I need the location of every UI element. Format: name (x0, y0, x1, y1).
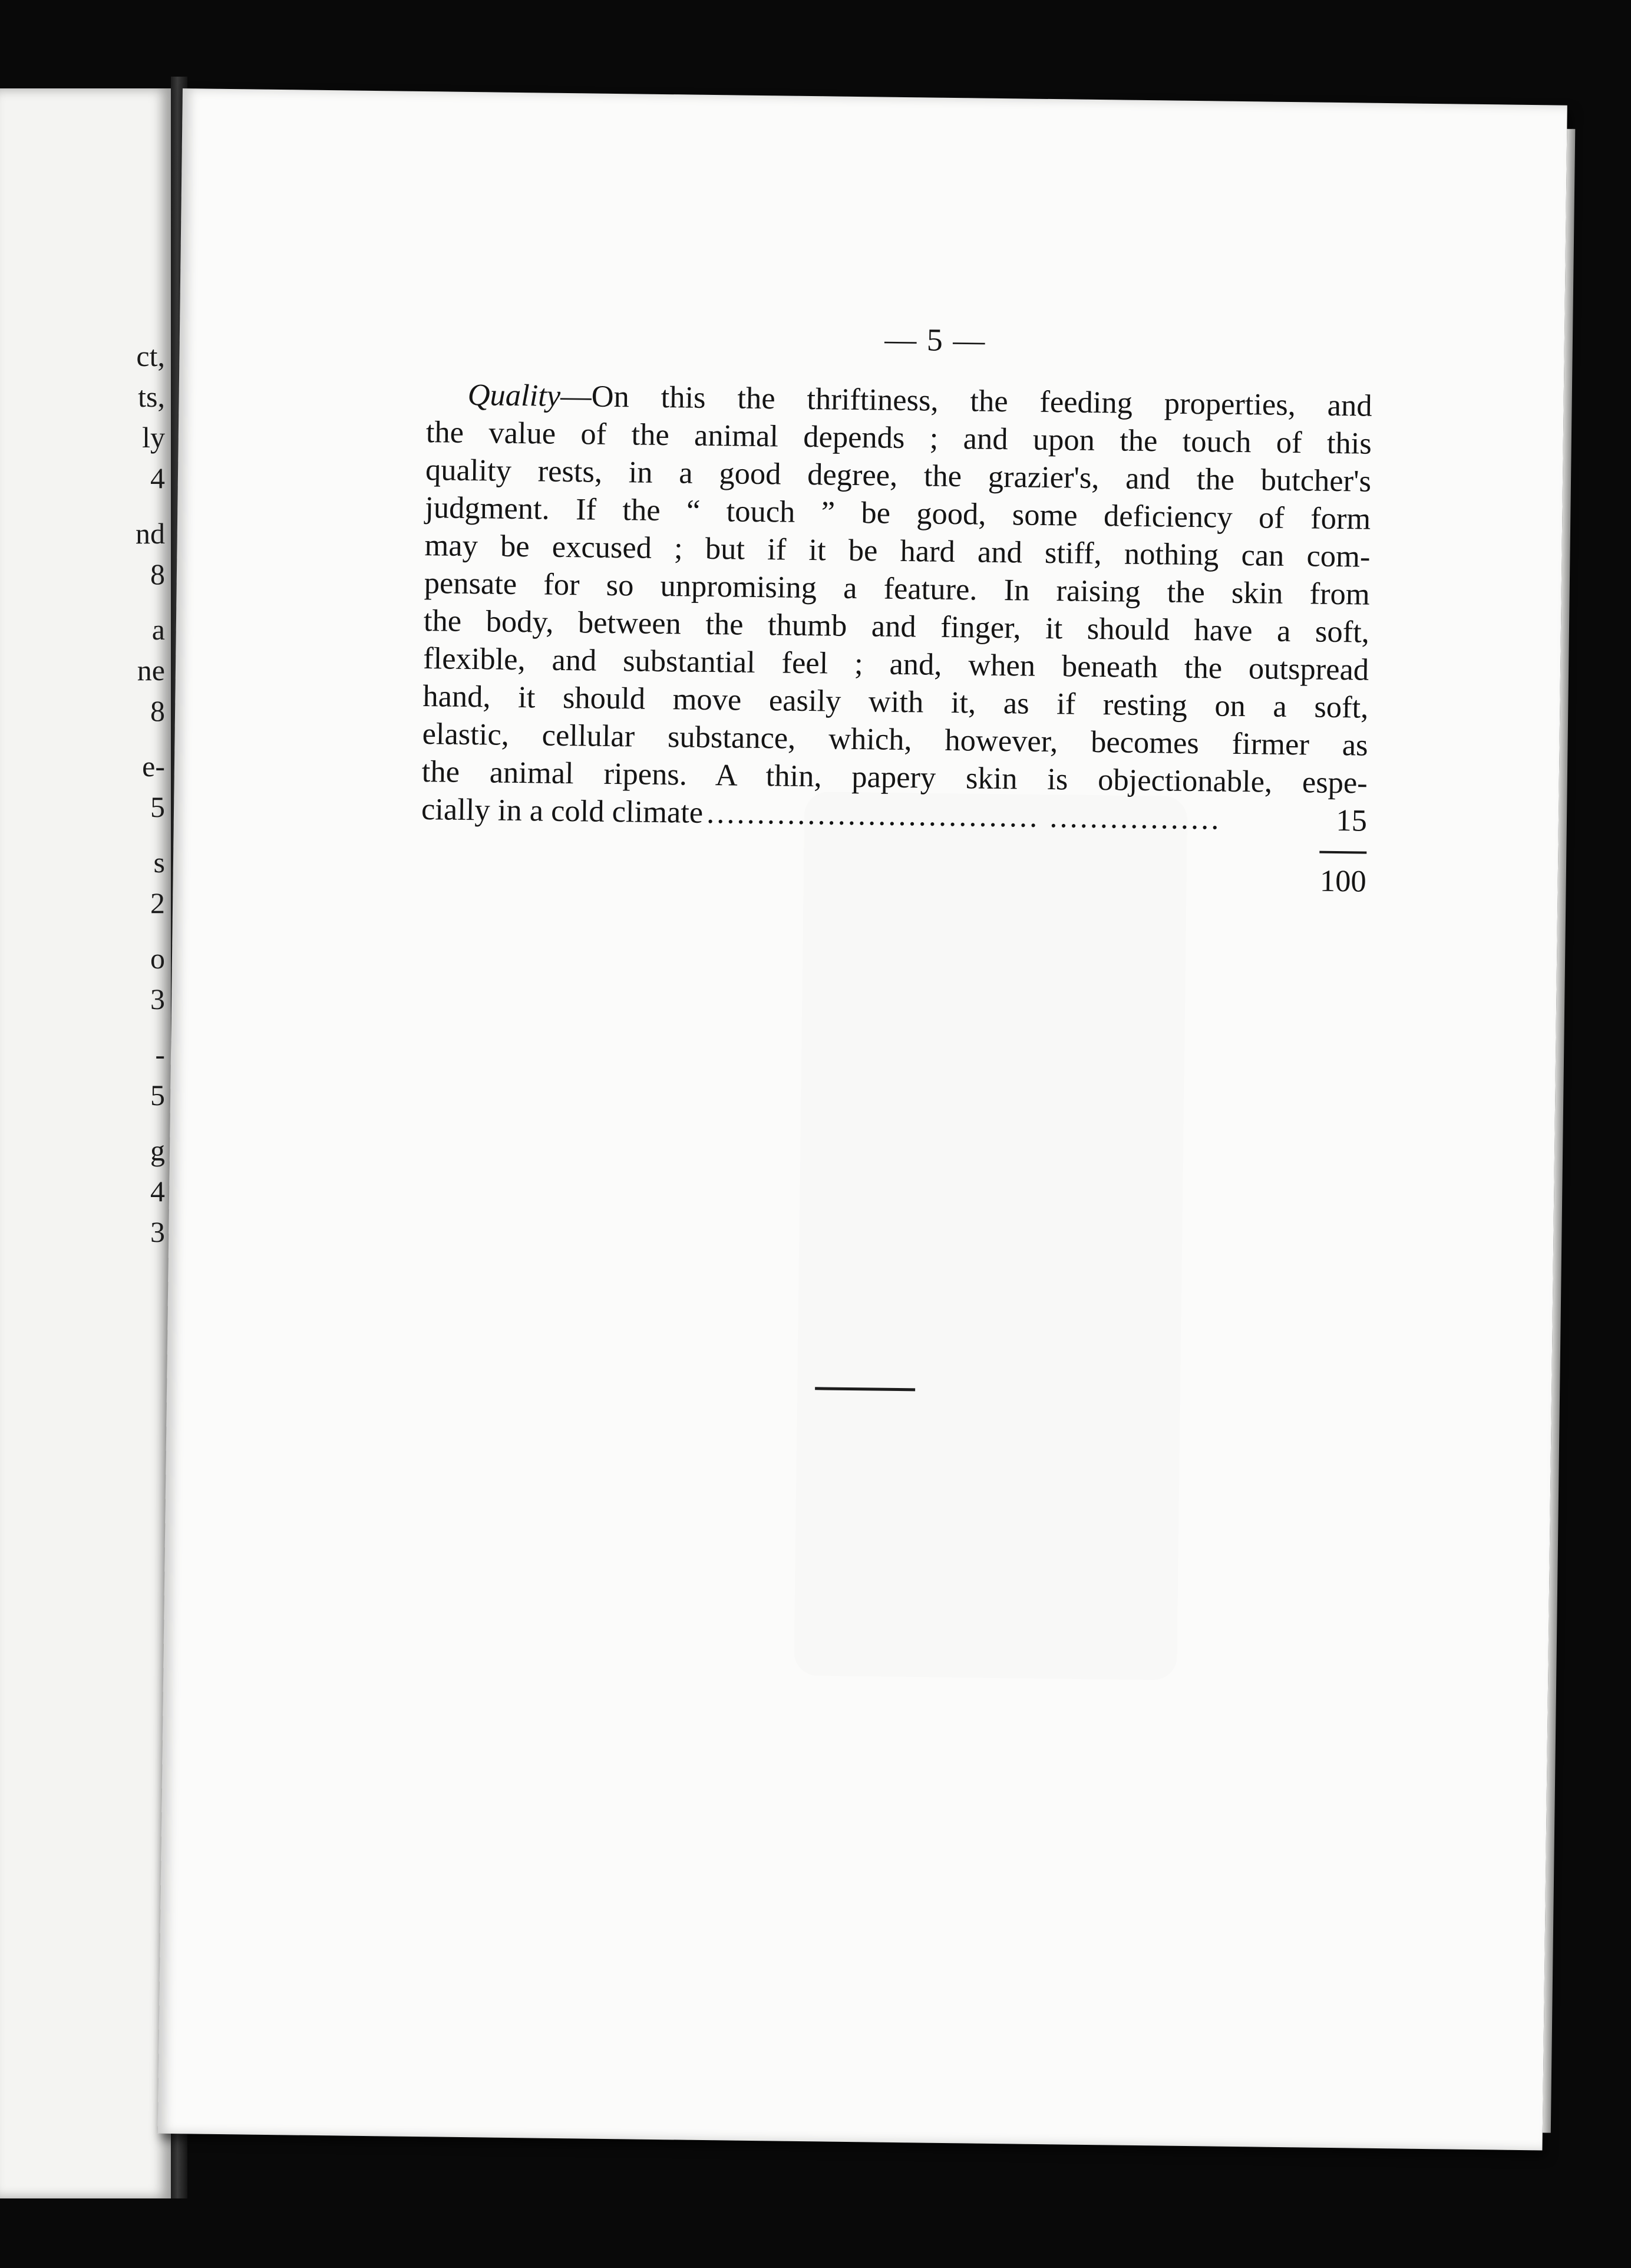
paragraph-line: quality rests, in a good degree, the grazier's, and the butcher's (425, 453, 1372, 499)
fragment: 8 (150, 558, 165, 591)
fragment: ct, (136, 339, 165, 372)
paragraph-line: flexible, and substantial feel ; and, when beneath the outspread (422, 641, 1369, 687)
fragment: ly (142, 421, 165, 454)
page-right (158, 88, 1567, 2150)
fragment: o (150, 942, 165, 975)
paragraph-line: the value of the animal depends ; and upon the touch of this (425, 415, 1372, 461)
fragment: ne (137, 654, 165, 687)
paragraph-line: pensate for so unpromising a feature. In raising the skin from (424, 566, 1371, 612)
paragraph-line: elastic, cellular substance, which, however, becomes firmer as (422, 717, 1368, 763)
fragment: nd (136, 517, 165, 550)
fragment: ts, (138, 380, 165, 413)
facing-page-left (0, 88, 174, 2198)
paragraph-line-text: cially in a cold climate (421, 792, 704, 830)
paper-bleed-through (794, 792, 1187, 1680)
dot-leader: ................................. ................. (706, 795, 1221, 836)
points-total: 100 (1319, 863, 1367, 899)
points-value: 15 (1336, 803, 1368, 838)
fragment: 2 (150, 886, 165, 919)
fragment: g (150, 1134, 165, 1167)
paragraph-line-text: —On this the thriftiness, the feeding properties, and (560, 378, 1372, 423)
paragraph-line: the animal ripens. A thin, papery skin is objectionable, espe- (421, 754, 1368, 800)
page-text-block (420, 315, 1373, 902)
fragment: 4 (150, 461, 165, 495)
paragraph-line: the body, between the thumb and finger, it should have a soft, (423, 604, 1370, 650)
fragment: - (155, 1038, 165, 1071)
page-number: — 5 — (884, 321, 986, 358)
fragment: 4 (150, 1175, 165, 1208)
facing-page-text-fragments (94, 336, 165, 1252)
fragment: 3 (150, 983, 165, 1016)
paragraph-line: may be excused ; but if it be hard and stiff, nothing can com- (424, 528, 1371, 574)
fragment: a (151, 613, 165, 646)
sum-rule (1319, 851, 1366, 854)
fragment: 5 (150, 790, 165, 823)
paragraph-line: hand, it should move easily with it, as if resting on a soft, (422, 679, 1369, 725)
fragment: 5 (150, 1079, 165, 1112)
fragment: 3 (150, 1215, 165, 1248)
paragraph-line: judgment. If the “ touch ” be good, some deficiency of form (424, 490, 1371, 536)
fragment: s (153, 846, 165, 879)
quality-paragraph (421, 375, 1372, 840)
paragraph-lead-term: Quality (467, 377, 561, 413)
fragment: 8 (150, 694, 165, 727)
fragment: e- (142, 750, 165, 783)
